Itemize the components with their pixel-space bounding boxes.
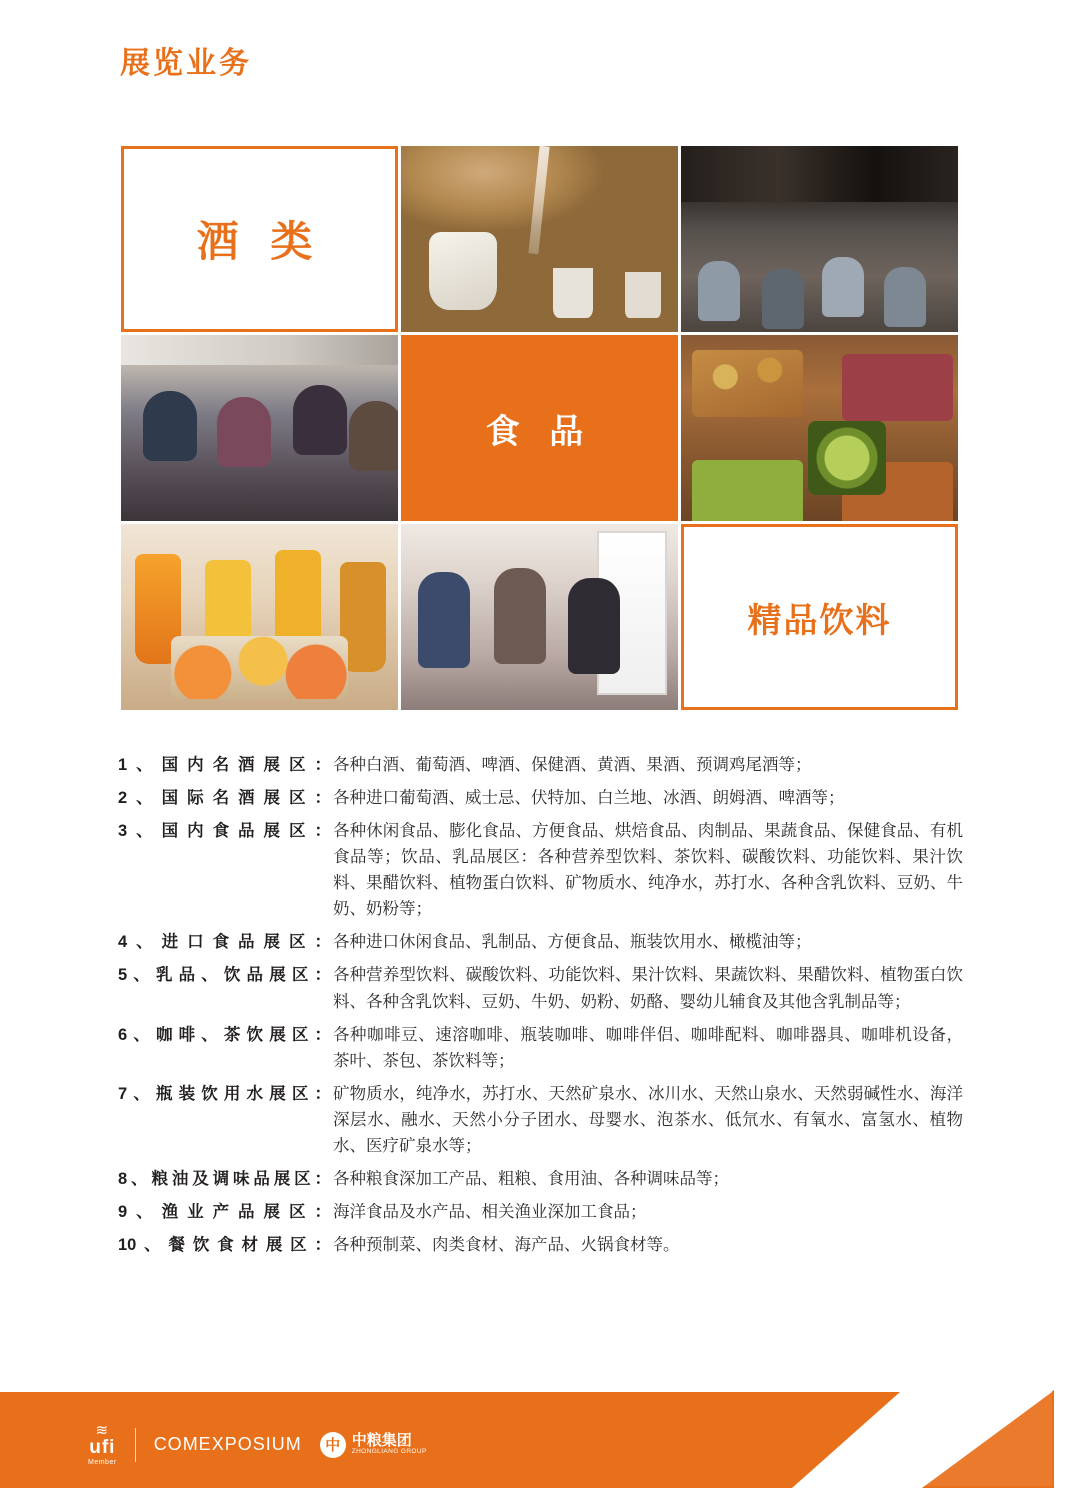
tile-label-liquor-text: 酒 类 (196, 218, 323, 265)
list-item-lead: 9、渔业产品展区： (118, 1202, 331, 1221)
ufi-logo (88, 1423, 117, 1466)
list-item-desc: 各种预制菜、肉类食材、海产品、火锅食材等。 (333, 1236, 680, 1254)
fruit-juice-photo (121, 524, 398, 710)
list-item (118, 1232, 963, 1258)
list-item-desc: 各种休闲食品、膨化食品、方便食品、烘焙食品、肉制品、果蔬食品、保健食品、有机食品等；饮品、乳品展区：各种营养型饮料、茶饮料、碳酸饮料、功能饮料、果汁饮料、果醋饮料、植物蛋白饮料、矿物质水、纯净水，苏打水、各种含乳饮料、豆奶、牛奶、奶粉等； (333, 822, 963, 919)
tile-photo-dried-fruit (681, 335, 958, 521)
ufi-wave-icon: ≋ (95, 1422, 110, 1439)
list-item-lead: 6、咖啡、茶饮展区： (118, 1025, 331, 1044)
crowd-booth-photo (121, 335, 398, 521)
list-item-desc: 各种进口休闲食品、乳制品、方便食品、瓶装饮用水、橄榄油等； (333, 933, 812, 952)
list-item-desc: 各种进口葡萄酒、威士忌、伏特加、白兰地、冰酒、朗姆酒、啤酒等； (333, 789, 845, 808)
exhibition-zone-list (118, 752, 963, 1265)
ufi-logo-name: ufi (89, 1437, 116, 1458)
dried-fruit-photo (681, 335, 958, 521)
comexposium-logo: COMEXPOSIUM (153, 1434, 302, 1454)
list-item-lead: 10、餐饮食材展区： (118, 1236, 331, 1254)
tile-label-beverage (681, 524, 958, 710)
tile-photo-crowd-booth (121, 335, 398, 521)
tile-photo-fruit-juice (121, 524, 398, 710)
list-item (118, 818, 963, 922)
list-item-lead: 3、国内食品展区： (118, 822, 331, 841)
tile-photo-coconut-booth (401, 524, 678, 710)
list-item-desc: 海洋食品及水产品、相关渔业深加工食品； (333, 1202, 647, 1221)
list-item-lead: 8、粮油及调味品展区： (118, 1169, 331, 1188)
list-item (118, 1199, 963, 1225)
tile-label-liquor (121, 146, 398, 332)
zhongliang-badge-icon: 中 (320, 1432, 346, 1458)
tile-photo-wine-booth (681, 146, 958, 332)
list-item-desc: 矿物质水，纯净水，苏打水、天然矿泉水、冰川水、天然山泉水、天然弱碱性水、海洋深层水、融水、天然小分子团水、母婴水、泡茶水、低氘水、有氧水、富氢水、植物水、医疗矿泉水等； (333, 1084, 963, 1155)
tile-label-food-text: 食 品 (485, 412, 594, 451)
list-item-lead: 1、国内名酒展区： (118, 756, 331, 774)
list-item (118, 962, 963, 1014)
list-item-lead: 7、瓶装饮用水展区： (118, 1084, 331, 1103)
list-item-lead: 4、进口食品展区： (118, 933, 331, 952)
list-item-desc: 各种营养型饮料、碳酸饮料、功能饮料、果汁饮料、果蔬饮料、果醋饮料、植物蛋白饮料、各种含乳饮料、豆奶、牛奶、奶粉、奶酪、婴幼儿辅食及其他含乳制品等； (333, 966, 963, 1011)
list-item-lead: 5、乳品、饮品展区： (118, 966, 331, 985)
list-item (118, 785, 963, 811)
tile-label-beverage-text: 精品饮料 (747, 601, 892, 640)
coconut-booth-photo (401, 524, 678, 710)
list-item-lead: 2、国际名酒展区： (118, 789, 331, 808)
wine-booth-photo (681, 146, 958, 332)
list-item (118, 929, 963, 955)
list-item (118, 1166, 963, 1192)
footer-divider (135, 1428, 136, 1462)
list-item-desc: 各种粮食深加工产品、粗粮、食用油、各种调味品等； (333, 1169, 729, 1188)
photo-grid (121, 146, 959, 711)
list-item (118, 752, 963, 778)
footer-triangle-outline (922, 1390, 1054, 1488)
footer-logos (88, 1423, 427, 1466)
list-item-desc: 各种白酒、葡萄酒、啤酒、保健酒、黄酒、果酒、预调鸡尾酒等； (333, 756, 812, 774)
list-item-desc: 各种咖啡豆、速溶咖啡、瓶装咖啡、咖啡伴侣、咖啡配料、咖啡器具、咖啡机设备， 茶叶、茶包、茶饮料等； (333, 1025, 963, 1070)
tile-label-food (401, 335, 678, 521)
zhongliang-logo-en: ZHONGLIANG GROUP (351, 1447, 427, 1455)
zhongliang-logo-cn: 中粮集团 (351, 1432, 412, 1450)
tile-photo-sake (401, 146, 678, 332)
sake-pouring-photo (401, 146, 678, 332)
list-item (118, 1081, 963, 1159)
ufi-logo-sub: Member (88, 1459, 117, 1466)
list-item (118, 1022, 963, 1074)
zhongliang-logo (320, 1432, 427, 1458)
page-footer (0, 1370, 1080, 1488)
page-title: 展览业务 (120, 47, 252, 80)
